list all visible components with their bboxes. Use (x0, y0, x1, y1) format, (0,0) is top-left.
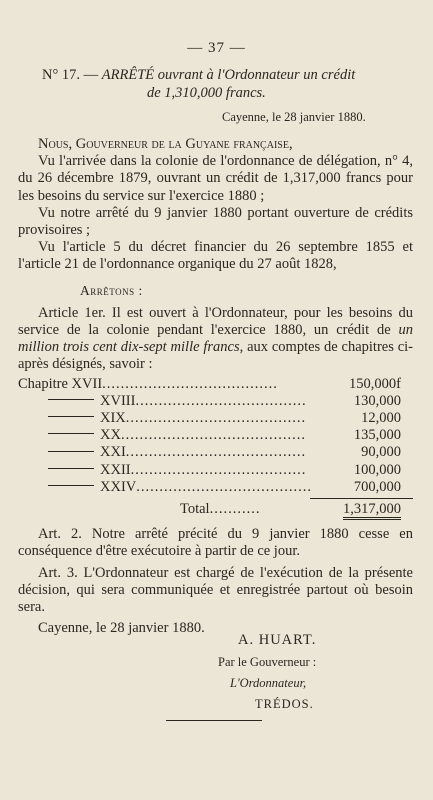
end-rule (166, 720, 262, 721)
total-label: Total (180, 501, 210, 518)
chapter-label-cell (18, 393, 349, 410)
dateline: Cayenne, le 28 janvier 1880. (222, 110, 366, 124)
ditto-dash (48, 485, 94, 486)
preamble-vu-2: Vu notre arrêté du 9 janvier 1880 portant ouverture de crédits provisoires ; (18, 204, 413, 239)
ditto-dash (48, 433, 94, 434)
chapter-dots: ...................................... (130, 461, 307, 478)
article-1-text-b: , aux comptes de chapitres ci-après désignés, savoir : (18, 339, 414, 373)
decree-title-caps: ARRÊTÉ (101, 67, 155, 83)
chapter-value: 100,000 (353, 461, 401, 478)
chapter-label-cell (18, 462, 349, 479)
chapter-dots: ........................................ (120, 427, 306, 444)
chapter-dots: ....................................... (125, 444, 307, 461)
chapter-dots: ....................................... (125, 410, 307, 427)
chapter-label-cell (18, 444, 349, 461)
chapter-value: 135,000 (353, 427, 401, 444)
ditto-dash (48, 451, 94, 452)
total-value-cell (343, 501, 413, 518)
chapter-value: 12,000 (361, 410, 401, 427)
preamble-vu-1: Vu l'arrivée dans la colonie de l'ordonnance de délégation, n° 4, du 26 décembre 1879, ouvrant un crédit de 1,317,000 francs pour les besoins du service sur l'exercice 1880 ; (18, 153, 413, 204)
ditto-dash (48, 416, 94, 417)
total-label-cell (18, 501, 343, 518)
decree-heading-line2 (147, 85, 266, 102)
closing-dateline: Cayenne, le 28 janvier 1880. (38, 620, 205, 637)
article-1-lead: Article 1er. (38, 304, 106, 321)
decree-title-rest: ouvrant à l'Ordonnateur un crédit (157, 67, 356, 83)
decree-heading (42, 67, 355, 84)
chapter-label: XIX (100, 410, 126, 427)
preamble-nous: Nous, Gouverneur de la Guyane française, (38, 136, 293, 152)
chapter-row (18, 376, 413, 393)
signature-name: A. HUART. (238, 632, 317, 648)
signature-ordonnateur: L'Ordonnateur, (230, 676, 307, 690)
article-1-text-a: Il est ouvert à l'Ordonnateur, pour les besoins du service de la colonie pendant l'exercice 1880, un crédit de (18, 304, 413, 339)
total-dots: ........... (209, 501, 261, 518)
chapter-label-cell (18, 427, 349, 444)
chapter-value: 90,000 (361, 444, 401, 461)
chapter-row (18, 393, 413, 410)
chapter-row (18, 410, 413, 427)
sum-rule (310, 498, 413, 499)
chapter-label: XX (100, 427, 121, 444)
article-3: Art. 3. L'Ordonnateur est chargé de l'exécution de la présente décision, qui sera communiquée et enregistrée partout où besoin sera. (18, 564, 413, 616)
chapter-dots: ..................................... (135, 392, 307, 409)
article-2: Art. 2. Notre arrêté précité du 9 janvier 1880 cesse en conséquence d'être exécutoire à partir de ce jour. (18, 526, 413, 560)
chapter-label-cell (18, 376, 349, 393)
article-1-amount-words: un million trois cent dix-sept mille francs (18, 322, 413, 356)
chapter-label: XXIV (100, 478, 137, 495)
decree-title-line2: de 1,310,000 francs. (147, 85, 266, 101)
article-1 (18, 305, 413, 374)
chapter-label: XXII (100, 461, 131, 478)
signature-tredos: TRÉDOS. (255, 697, 314, 711)
signature-par-le-gouverneur: Par le Gouverneur : (218, 655, 317, 669)
ditto-dash (48, 468, 94, 469)
decree-body (18, 136, 413, 637)
chapter-row (18, 427, 413, 444)
chapter-label: XVIII (100, 392, 136, 409)
chapter-label-cell (18, 410, 349, 427)
chapter-label: XXI (100, 444, 126, 461)
page-number: — 37 — (187, 40, 246, 56)
chapter-value: 700,000 (353, 478, 401, 495)
chapter-value: 150,000f (349, 375, 401, 392)
total-row (18, 501, 413, 518)
chapter-value: 130,000 (353, 392, 401, 409)
chapter-row (18, 444, 413, 461)
chapter-row (18, 479, 413, 496)
total-value: 1,317,000 (343, 501, 401, 520)
chapters-table (18, 376, 413, 496)
decree-number: N° 17. — (42, 67, 99, 83)
arretons-heading: Arrêtons : (80, 282, 143, 298)
chapter-label: Chapitre XVII (18, 375, 103, 392)
chapter-row (18, 462, 413, 479)
chapter-dots: ...................................... (136, 478, 312, 495)
ditto-dash (48, 399, 94, 400)
chapter-label-cell (18, 479, 349, 496)
chapter-dots: ...................................... (102, 375, 278, 392)
preamble-vu-3: Vu l'article 5 du décret financier du 26 septembre 1855 et l'article 21 de l'ordonnance organique du 27 août 1828, (18, 239, 413, 273)
